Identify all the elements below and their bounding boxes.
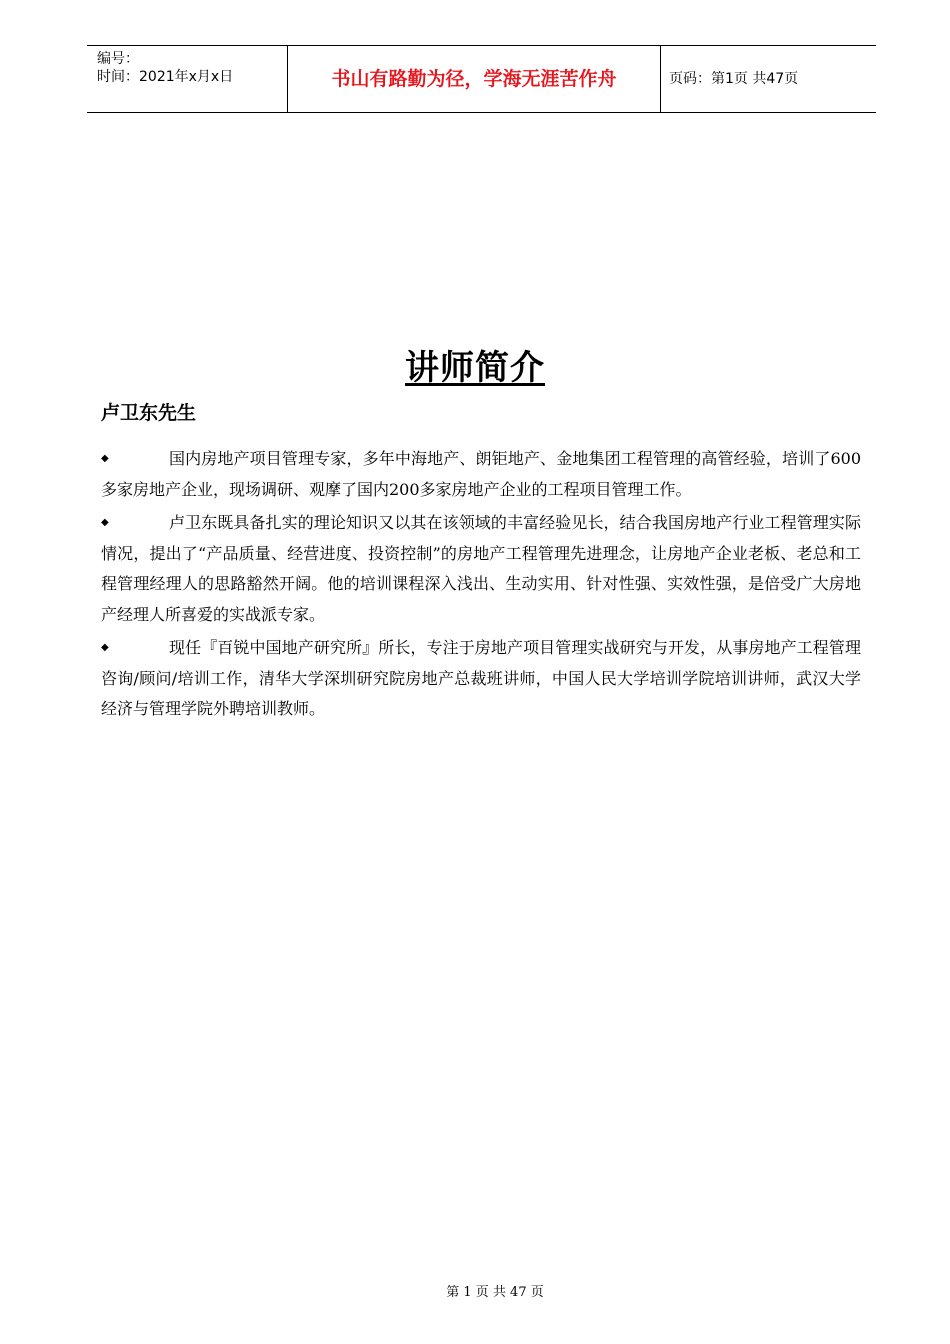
- paragraph: [101, 633, 861, 725]
- paragraph: [101, 444, 861, 505]
- bullet-icon: ◆: [101, 453, 109, 464]
- document-title-text: 讲师简介: [405, 348, 545, 388]
- paragraph-text: 卢卫东既具备扎实的理论知识又以其在该领域的丰富经验见长，结合我国房地产行业工程管理实际情况，提出了“产品质量、经营进度、投资控制”的房地产工程管理先进理念，让房地产企业老板、老总和工程管理经理人的思路豁然开阔。他的培训课程深入浅出、生动实用、针对性强、实效性强，是倍受广大房地产经理人所喜爱的实战派专家。: [101, 513, 861, 624]
- paragraph-text: 国内房地产项目管理专家，多年中海地产、朗钜地产、金地集团工程管理的高管经验，培训了600多家房地产企业，现场调研、观摩了国内200多家房地产企业的工程项目管理工作。: [101, 449, 861, 499]
- page-header: [87, 45, 876, 113]
- document-body: [101, 444, 861, 728]
- bullet-icon: ◆: [101, 517, 109, 528]
- header-motto: 书山有路勤为径，学海无涯苦作舟: [287, 46, 661, 112]
- header-page-info: 页码：第1页 共47页: [669, 71, 799, 87]
- header-meta: [87, 46, 287, 112]
- paragraph-text: 现任『百锐中国地产研究所』所长，专注于房地产项目管理实战研究与开发，从事房地产工程管理咨询/顾问/培训工作，清华大学深圳研究院房地产总裁班讲师，中国人民大学培训学院培训讲师，武汉大学经济与管理学院外聘培训教师。: [101, 638, 861, 718]
- paragraph: [101, 508, 861, 630]
- document-title: [0, 340, 950, 389]
- page-footer: 第 1 页 共 47 页: [446, 1285, 544, 1300]
- number-label: 编号：: [97, 51, 139, 67]
- lecturer-name: 卢卫东先生: [101, 402, 197, 424]
- bullet-icon: ◆: [101, 642, 109, 653]
- time-label: 时间：2021年x月x日: [97, 69, 234, 85]
